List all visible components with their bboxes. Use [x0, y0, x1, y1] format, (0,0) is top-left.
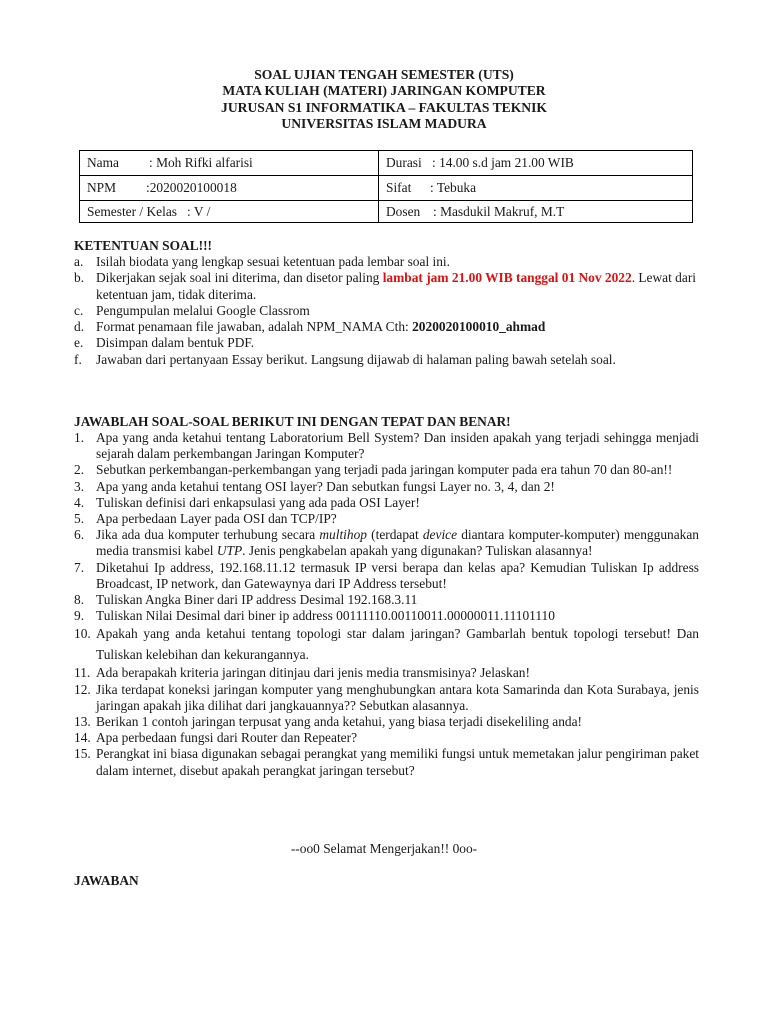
question-item: [74, 592, 699, 608]
question-number: 14.: [74, 730, 91, 746]
nature-value: : Tebuka: [430, 180, 477, 195]
question-item: [74, 608, 699, 624]
question-text: Tuliskan Nilai Desimal dari biner ip address 00111110.00110011.00000011.11101110: [96, 608, 555, 624]
rule-marker: f.: [74, 351, 82, 367]
question-text: Apa yang anda ketahui tentang Laboratorium Bell System? Dan insiden apakah yang terjadi sehingga menjadi sejarah dalam perkembangan Jaringan Komputer?: [96, 430, 699, 462]
question-item: [74, 495, 699, 511]
question-text: Tuliskan definisi dari enkapsulasi yang ada pada OSI Layer!: [96, 494, 420, 510]
question-text: . Jenis pengkabelan apakah yang digunakan? Tuliskan alasannya!: [242, 543, 593, 559]
question-item: [74, 624, 699, 665]
rule-item: [74, 352, 702, 368]
question-item: [74, 430, 699, 462]
rule-marker: a.: [74, 254, 84, 269]
npm-label: NPM: [87, 180, 117, 195]
rule-marker: b.: [74, 270, 85, 286]
filename-example: 2020020100010_ahmad: [412, 319, 546, 335]
question-item: [74, 746, 699, 778]
rules-list: [74, 254, 702, 368]
exam-title: SOAL UJIAN TENGAH SEMESTER (UTS): [254, 67, 514, 82]
question-item: [74, 479, 699, 495]
question-number: 10.: [74, 626, 91, 642]
question-text: diantara komputer-komputer) menggunakan media transmisi kabel: [96, 527, 699, 559]
document-header: [0, 67, 768, 132]
university-title: UNIVERSITAS ISLAM MADURA: [281, 115, 487, 131]
question-number: 13.: [74, 714, 91, 730]
name-cell: [80, 151, 379, 176]
rules-title: KETENTUAN SOAL!!!: [74, 238, 213, 253]
rule-text: . Lewat dari ketentuan jam, tidak diterima.: [96, 270, 697, 302]
question-number: 3.: [74, 478, 85, 494]
closing-message: --oo0 Selamat Mengerjakan!! 0oo-: [290, 841, 478, 856]
student-info-table: [79, 150, 693, 223]
question-text: (terdapat: [367, 527, 423, 543]
question-number: 4.: [74, 494, 85, 510]
term-device: device: [422, 527, 458, 543]
questions-title: JAWABLAH SOAL-SOAL BERIKUT INI DENGAN TEPAT DAN BENAR!: [74, 414, 511, 429]
question-item: [74, 511, 699, 527]
info-row: [80, 151, 693, 176]
duration-label: Durasi: [386, 155, 422, 170]
rule-text: Format penamaan file jawaban, adalah NPM_NAMA Cth:: [96, 319, 413, 335]
question-text: Perangkat ini biasa digunakan sebagai perangkat yang memiliki fungsi untuk memetakan jalur pengiriman paket dalam internet, disebut apakah perangkat jaringan tersebut?: [96, 746, 699, 778]
question-number: 8.: [74, 592, 85, 608]
npm-value: :2020020100018: [146, 180, 237, 195]
semester-label: Semester / Kelas: [87, 203, 177, 219]
nature-cell: [379, 176, 693, 201]
term-utp: UTP: [216, 543, 243, 559]
rule-item: [74, 254, 702, 270]
rule-text: Pengumpulan melalui Google Classrom: [96, 302, 310, 318]
info-row: [80, 176, 693, 201]
duration-cell: [379, 151, 693, 176]
question-item: [74, 462, 699, 478]
name-label: Nama: [87, 155, 119, 170]
rule-item: [74, 335, 702, 351]
rule-text: Isilah biodata yang lengkap sesuai ketentuan pada lembar soal ini.: [96, 254, 450, 269]
deadline-highlight: lambat jam 21.00 WIB tanggal 01 Nov 2022: [382, 270, 632, 286]
name-value: : Moh Rifki alfarisi: [149, 155, 253, 170]
question-number: 7.: [74, 559, 85, 575]
course-title: MATA KULIAH (MATERI) JARINGAN KOMPUTER: [222, 83, 546, 99]
department-title: JURUSAN S1 INFORMATIKA – FAKULTAS TEKNIK: [221, 99, 547, 115]
question-number: 12.: [74, 681, 91, 697]
term-multihop: multihop: [319, 527, 367, 543]
semester-value: : V /: [187, 203, 211, 219]
question-item: [74, 665, 699, 681]
question-text: Jika ada dua komputer terhubung secara: [96, 527, 320, 543]
lecturer-cell: [379, 201, 693, 223]
rule-item: [74, 303, 702, 319]
npm-cell: [80, 176, 379, 201]
question-item: [74, 730, 699, 746]
question-number: 9.: [74, 608, 85, 624]
question-text: Diketahui Ip address, 192.168.11.12 termasuk IP versi berapa dan kelas apa? Kemudian Tuliskan Ip address Broadcast, IP network, dan Gatewaynya dari IP Address tersebut!: [96, 559, 699, 591]
duration-value: : 14.00 s.d jam 21.00 WIB: [432, 155, 574, 170]
question-text: Apa yang anda ketahui tentang OSI layer? Dan sebutkan fungsi Layer no. 3, 4, dan 2!: [96, 478, 555, 494]
question-number: 1.: [74, 430, 85, 445]
info-row: [80, 201, 693, 223]
nature-label: Sifat: [386, 180, 412, 195]
question-item: [74, 714, 699, 730]
question-number: 5.: [74, 511, 85, 527]
question-item: [74, 560, 699, 592]
questions-list: [74, 430, 699, 779]
question-text: Berikan 1 contoh jaringan terpusat yang anda ketahui, yang biasa terjadi disekeliling anda!: [96, 714, 582, 730]
question-item: [74, 527, 699, 559]
rule-marker: d.: [74, 319, 85, 335]
question-text: Tuliskan Angka Biner dari IP address Desimal 192.168.3.11: [96, 592, 418, 608]
answer-title: JAWABAN: [74, 873, 139, 888]
question-text: Apakah yang anda ketahui tentang topologi star dalam jaringan? Gambarlah bentuk topologi tersebut! Dan Tuliskan kelebihan dan kekurangannya.: [96, 626, 699, 662]
rule-text: Dikerjakan sejak soal ini diterima, dan disetor paling: [96, 270, 383, 286]
rule-text: Disimpan dalam bentuk PDF.: [96, 335, 255, 351]
question-number: 6.: [74, 527, 85, 543]
lecturer-label: Dosen: [386, 203, 421, 219]
rule-marker: e.: [74, 335, 84, 351]
lecturer-value: : Masdukil Makruf, M.T: [433, 203, 565, 219]
rule-marker: c.: [74, 302, 84, 318]
question-text: Jika terdapat koneksi jaringan komputer yang menghubungkan antara kota Samarinda dan Kota Surabaya, jenis jaringan apakah jika dilihat dari jangkauannya?? Sebutkan alasannya.: [96, 681, 699, 713]
question-text: Ada berapakah kriteria jaringan ditinjau dari jenis media transmisinya? Jelaskan!: [96, 665, 530, 681]
question-text: Apa perbedaan fungsi dari Router dan Repeater?: [96, 730, 358, 746]
question-text: Sebutkan perkembangan-perkembangan yang terjadi pada jaringan komputer pada era tahun 70 dan 80-an!!: [96, 462, 673, 478]
question-text: Apa perbedaan Layer pada OSI dan TCP/IP?: [96, 511, 337, 527]
rule-item: [74, 270, 702, 303]
question-number: 2.: [74, 462, 85, 478]
question-item: [74, 682, 699, 714]
rule-item: [74, 319, 702, 335]
question-number: 15.: [74, 746, 91, 762]
question-number: 11.: [74, 665, 91, 681]
rule-text: Jawaban dari pertanyaan Essay berikut. Langsung dijawab di halaman paling bawah setelah soal.: [96, 351, 616, 367]
semester-cell: [80, 201, 379, 223]
